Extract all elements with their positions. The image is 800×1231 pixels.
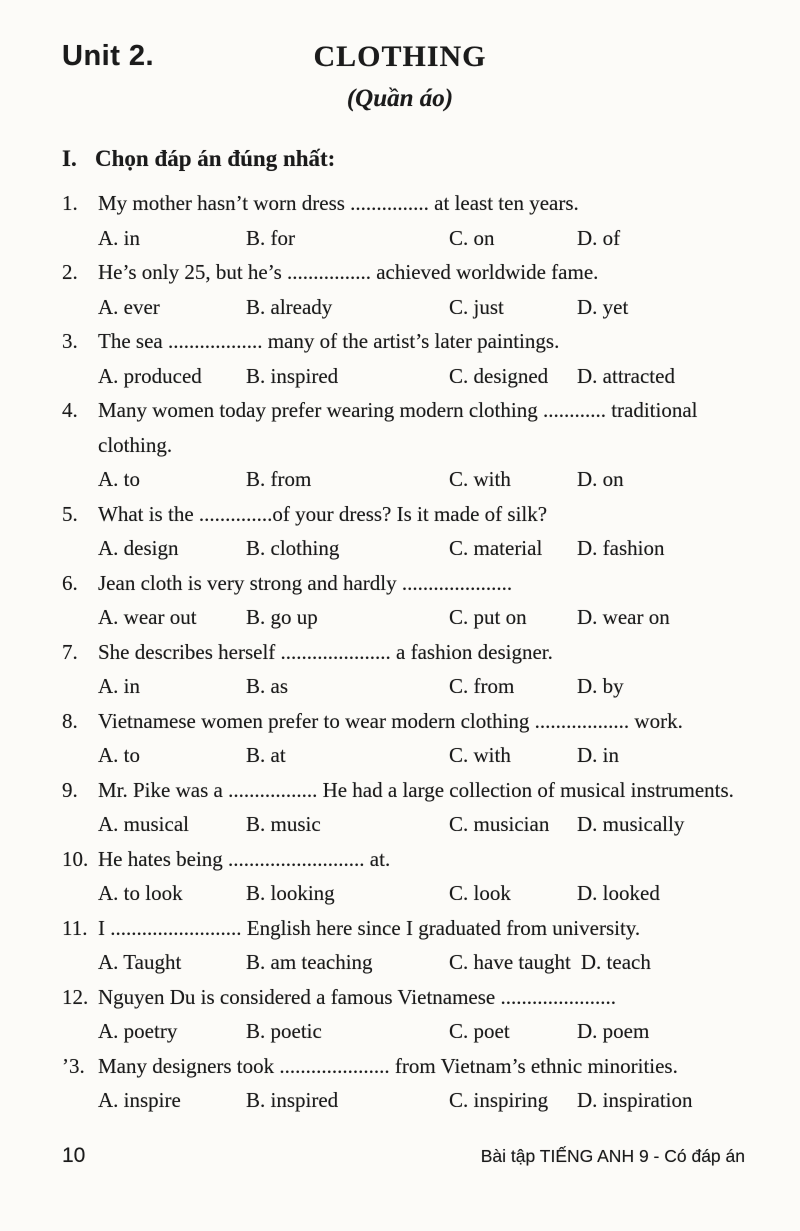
option-d: D. wear on — [577, 605, 670, 629]
option-c: C. poet — [449, 1019, 510, 1043]
option-b: B. for — [246, 225, 295, 250]
option-d: D. yet — [577, 294, 629, 319]
option-d: D. fashion — [577, 536, 665, 560]
option-d: D. musically — [577, 812, 685, 836]
options-row — [62, 945, 756, 980]
options-row — [62, 531, 756, 566]
options-row — [62, 359, 756, 394]
option-a: A. in — [98, 674, 140, 698]
question-item — [62, 497, 756, 566]
question-item — [62, 393, 756, 497]
question-text: Many designers took ..................... from Vietnam’s ethnic minorities. — [98, 1053, 678, 1078]
question-number: 10. — [62, 846, 89, 871]
question-line — [62, 497, 756, 532]
question-number: 1. — [62, 191, 78, 215]
question-item — [62, 186, 756, 255]
question-line — [62, 1049, 756, 1084]
section-numeral: I. — [62, 146, 77, 171]
question-item — [62, 566, 756, 635]
question-line — [62, 255, 756, 290]
question-text: She describes herself ..................... a fashion designer. — [98, 639, 553, 664]
question-number: ’3. — [62, 1053, 85, 1078]
options-row — [62, 669, 756, 704]
option-c: C. inspiring — [449, 1088, 549, 1112]
option-a: A. to look — [98, 881, 183, 905]
option-d: D. poem — [577, 1019, 650, 1043]
question-line — [62, 393, 756, 462]
option-b: B. inspired — [246, 363, 339, 388]
options-row — [62, 1083, 756, 1118]
options-row — [62, 462, 756, 497]
option-d: D. in — [577, 743, 619, 767]
option-b: B. clothing — [246, 536, 340, 560]
option-c: C. put on — [449, 605, 527, 629]
option-c: C. have taught — [449, 950, 571, 974]
options-row — [62, 221, 756, 256]
question-item — [62, 911, 756, 980]
option-a: A. to — [98, 743, 140, 767]
question-text: Jean cloth is very strong and hardly ..................... — [98, 570, 513, 595]
option-b: B. looking — [246, 881, 335, 905]
question-item — [62, 324, 756, 393]
option-a: A. produced — [98, 363, 202, 388]
question-item — [62, 255, 756, 324]
options-row — [62, 738, 756, 773]
question-line — [62, 635, 756, 670]
page-number: 10 — [62, 1144, 86, 1167]
question-number: 12. — [62, 984, 89, 1009]
option-c: C. material — [449, 536, 543, 560]
option-d: D. on — [577, 467, 624, 491]
option-a: A. in — [98, 225, 140, 250]
option-b: B. go up — [246, 605, 318, 629]
unit-label: Unit 2. — [62, 40, 155, 72]
question-text: Mr. Pike was a ................. He had a large collection of musical instruments. — [98, 777, 734, 802]
question-text: I ......................... English here since I graduated from university. — [98, 915, 641, 940]
question-line — [62, 566, 756, 601]
question-number: 2. — [62, 260, 78, 284]
question-item — [62, 980, 756, 1049]
options-row — [62, 1014, 756, 1049]
option-b: B. am teaching — [246, 950, 373, 974]
option-c: C. just — [449, 294, 504, 319]
option-b: B. as — [246, 674, 288, 698]
question-text: What is the ..............of your dress? Is it made of silk? — [98, 501, 548, 526]
book-title: Bài tập TIẾNG ANH 9 - Có đáp án — [480, 1146, 745, 1166]
options-row — [62, 290, 756, 325]
question-line — [62, 324, 756, 359]
option-b: B. from — [246, 467, 312, 491]
question-number: 5. — [62, 501, 78, 526]
question-item — [62, 842, 756, 911]
question-line — [62, 842, 756, 877]
option-a: A. inspire — [98, 1088, 181, 1112]
option-a: A. musical — [98, 812, 189, 836]
option-a: A. to — [98, 467, 140, 491]
question-list — [62, 186, 756, 1118]
question-text: Nguyen Du is considered a famous Vietnamese ...................... — [98, 984, 616, 1009]
option-d: D. attracted — [577, 363, 675, 388]
section-heading — [62, 146, 335, 172]
question-item — [62, 1049, 756, 1118]
question-number: 8. — [62, 708, 78, 733]
option-b: B. music — [246, 812, 321, 836]
page-footer — [62, 1144, 745, 1168]
options-row — [62, 807, 756, 842]
question-line — [62, 911, 756, 946]
option-c: C. with — [449, 743, 511, 767]
option-b: B. already — [246, 294, 333, 319]
option-a: A. poetry — [98, 1019, 178, 1043]
option-b: B. at — [246, 743, 286, 767]
question-line — [62, 186, 756, 221]
options-row — [62, 600, 756, 635]
page-subtitle: (Quần áo) — [346, 85, 454, 112]
option-c: C. on — [449, 225, 495, 250]
question-number: 9. — [62, 777, 78, 802]
question-text: My mother hasn’t worn dress ............... at least ten years. — [98, 191, 579, 215]
option-d: D. looked — [577, 881, 660, 905]
question-text: Vietnamese women prefer to wear modern clothing .................. work. — [98, 708, 683, 733]
question-item — [62, 704, 756, 773]
option-c: C. from — [449, 674, 515, 698]
question-line — [62, 980, 756, 1015]
question-number: 3. — [62, 329, 78, 353]
question-number: 11. — [62, 915, 88, 940]
option-c: C. designed — [449, 363, 549, 388]
question-text: Many women today prefer wearing modern clothing ............ traditional clothing. — [98, 398, 698, 457]
question-number: 7. — [62, 639, 78, 664]
option-d: D. of — [577, 225, 621, 250]
question-number: 4. — [62, 398, 78, 422]
option-b: B. poetic — [246, 1019, 322, 1043]
option-a: A. ever — [98, 294, 160, 319]
option-b: B. inspired — [246, 1088, 339, 1112]
options-row — [62, 876, 756, 911]
option-c: C. with — [449, 467, 511, 491]
option-c: C. look — [449, 881, 511, 905]
page-title: CLOTHING — [313, 40, 487, 73]
question-item — [62, 635, 756, 704]
question-line — [62, 773, 756, 808]
option-c: C. musician — [449, 812, 550, 836]
question-number: 6. — [62, 570, 78, 595]
option-d: D. teach — [580, 950, 651, 974]
question-text: He’s only 25, but he’s ................ achieved worldwide fame. — [98, 260, 599, 284]
question-text: He hates being .......................... at. — [98, 846, 391, 871]
option-d: D. inspiration — [577, 1088, 693, 1112]
option-a: A. Taught — [98, 950, 182, 974]
section-title: Chọn đáp án đúng nhất: — [95, 146, 336, 171]
question-item — [62, 773, 756, 842]
option-a: A. design — [98, 536, 179, 560]
question-text: The sea .................. many of the artist’s later paintings. — [98, 329, 560, 353]
option-d: D. by — [577, 674, 624, 698]
option-a: A. wear out — [98, 605, 197, 629]
question-line — [62, 704, 756, 739]
